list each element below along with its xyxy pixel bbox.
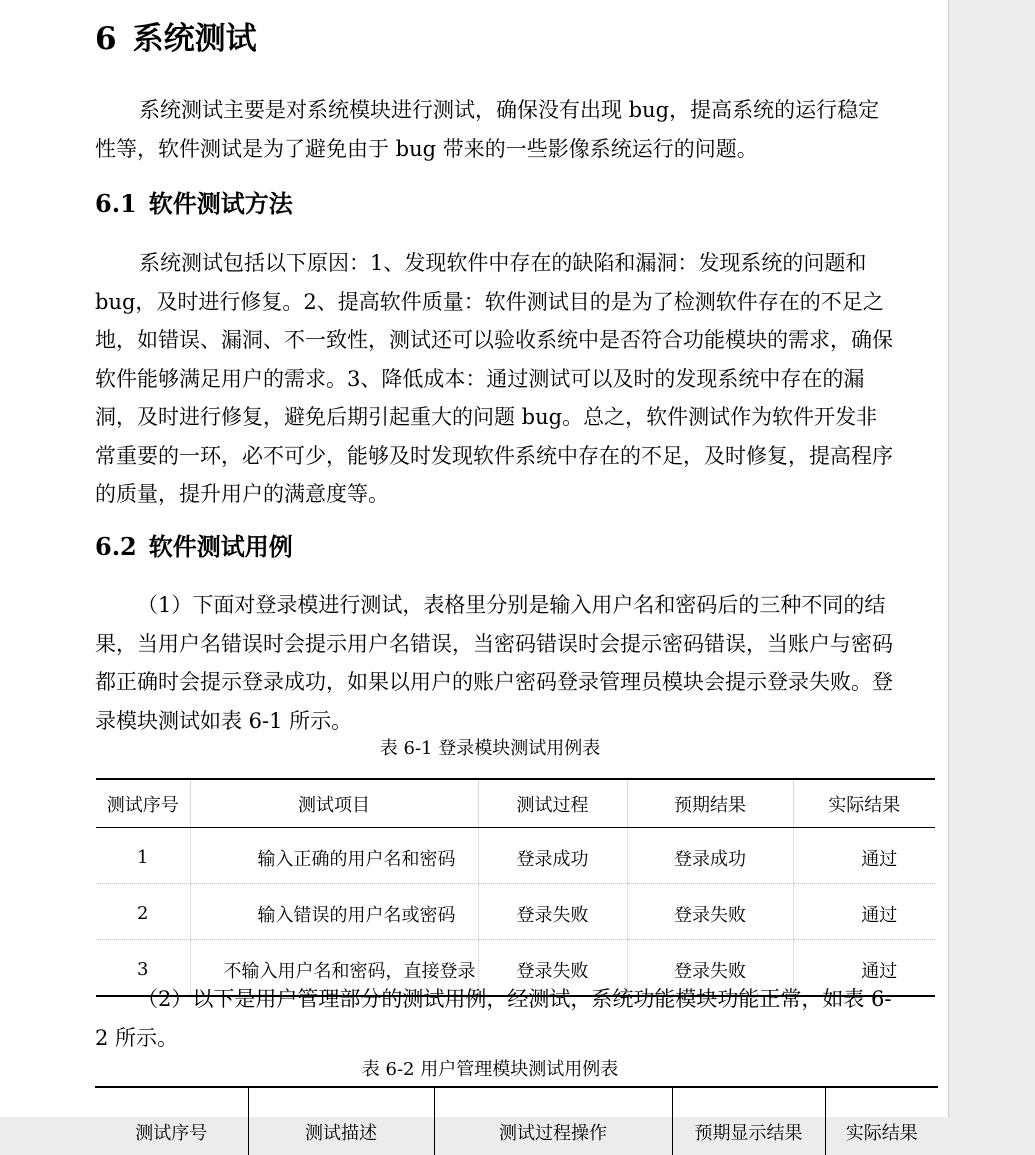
table-cell: 3 <box>96 940 190 997</box>
section-title: 软件测试用例 <box>148 532 293 561</box>
login-test-paragraph <box>95 586 895 740</box>
table-caption-6-2: 表 6-2 用户管理模块测试用例表 <box>361 1059 619 1080</box>
table-cell: 1 <box>96 828 190 884</box>
login-test-table <box>96 778 935 997</box>
table-cell: 通过 <box>793 940 935 997</box>
table-cell: 登录失败 <box>478 940 627 997</box>
table-cell: 通过 <box>793 828 935 884</box>
section-heading-6-2 <box>95 529 293 565</box>
section-heading-6-1 <box>95 186 293 222</box>
table-cell: 输入正确的用户名和密码 <box>190 828 478 884</box>
methods-paragraph <box>95 244 895 514</box>
table-cell: 登录失败 <box>478 884 627 940</box>
header-cell: 测试描述 <box>248 1087 434 1155</box>
header-cell: 实际结果 <box>793 779 935 828</box>
table-cell: 通过 <box>793 884 935 940</box>
section-number: 6.1 <box>95 189 137 218</box>
table-row <box>96 884 935 940</box>
chapter-heading <box>95 16 257 62</box>
chapter-number: 6 <box>95 21 117 57</box>
chapter-title: 系统测试 <box>132 21 257 57</box>
table-cell: 2 <box>96 884 190 940</box>
header-cell: 测试项目 <box>190 779 478 828</box>
table-cell: 登录成功 <box>478 828 627 884</box>
table-header-row <box>96 779 935 828</box>
section-number: 6.2 <box>95 532 137 561</box>
header-cell: 预期显示结果 <box>672 1087 825 1155</box>
viewer-background <box>949 0 1035 1117</box>
header-cell: 测试序号 <box>96 779 190 828</box>
header-cell: 实际结果 <box>825 1087 938 1155</box>
user-mgmt-test-table <box>95 1086 938 1155</box>
table-cell: 登录失败 <box>627 940 793 997</box>
table-cell: 输入错误的用户名或密码 <box>190 884 478 940</box>
intro-text: 系统测试主要是对系统模块进行测试，确保没有出现 bug，提高系统的运行稳定性等，软件测试是为了避免由于 bug 带来的一些影像系统运行的问题。 <box>95 98 880 161</box>
table-row <box>96 828 935 884</box>
header-cell: 测试序号 <box>95 1087 248 1155</box>
intro-paragraph <box>95 91 895 168</box>
table-cell: 登录成功 <box>627 828 793 884</box>
header-cell: 预期结果 <box>627 779 793 828</box>
table-caption-6-1: 表 6-1 登录模块测试用例表 <box>379 738 601 759</box>
login-test-text: （1）下面对登录模进行测试，表格里分别是输入用户名和密码后的三种不同的结果，当用户名错误时会提示用户名错误，当密码错误时会提示密码错误，当账户与密码都正确时会提示登录成功，如果以用户的账户密码登录管理员模块会提示登录失败。登录模块测试如表 6-1 所示。 <box>95 593 893 733</box>
header-cell: 测试过程操作 <box>434 1087 672 1155</box>
table-header-row <box>95 1087 938 1155</box>
table-cell: 不输入用户名和密码，直接登录 <box>190 940 478 997</box>
user-mgmt-text: （2）以下是用户管理部分的测试用例，经测试，系统功能模块功能正常，如表 6-2 所示。 <box>95 987 892 1050</box>
section-title: 软件测试方法 <box>148 189 293 218</box>
user-mgmt-paragraph <box>95 980 895 1057</box>
methods-text: 系统测试包括以下原因：1、发现软件中存在的缺陷和漏洞：发现系统的问题和 bug，及时进行修复。2、提高软件质量：软件测试目的是为了检测软件存在的不足之地，如错误、漏洞、不一致性，测试还可以验收系统中是否符合功能模块的需求，确保软件能够满足用户的需求。3、降低成本：通过测试可以及时的发现系统中存在的漏洞，及时进行修复，避免后期引起重大的问题 bug。总之，软件测试作为软件开发非常重要的一环，必不可少，能够及时发现软件系统中存在的不足，及时修复，提高程序的质量，提升用户的满意度等。 <box>95 251 893 506</box>
table-cell: 登录失败 <box>627 884 793 940</box>
header-cell: 测试过程 <box>478 779 627 828</box>
